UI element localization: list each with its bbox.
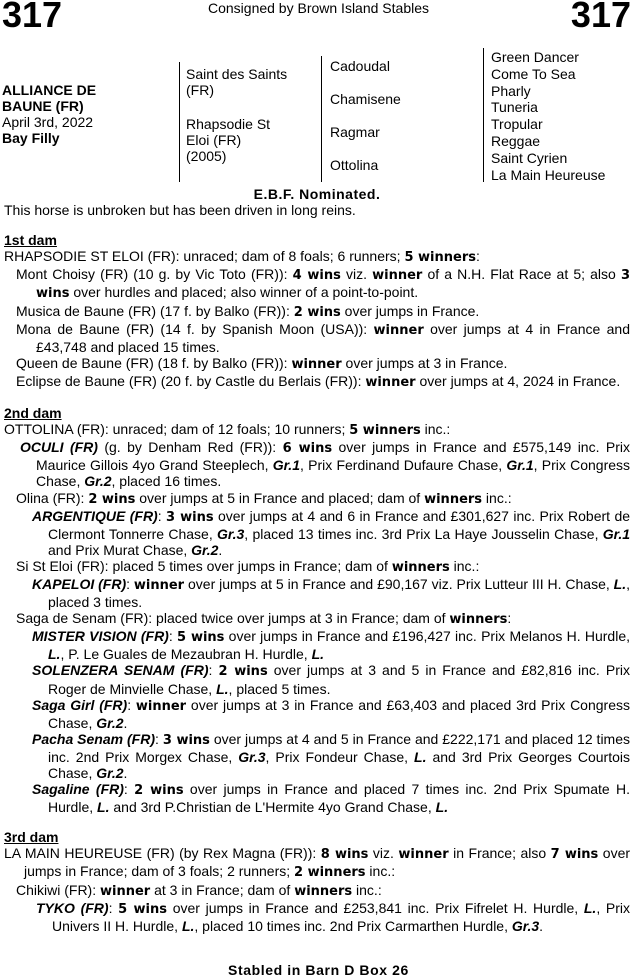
lot-number-right: 317 [570,0,631,35]
runner-solenzera [4,662,630,696]
foaled-date: April 3rd, 2022 [2,114,94,130]
text: Mona de Baune (FR) (14 f. by Spanish Moon (USA)): [16,320,374,337]
bold-text: winner [100,883,151,899]
text: : [157,507,167,524]
text: over jumps at 3 in France. [341,354,508,371]
bold-text: winner [372,268,423,284]
dam-line3: (2005) [186,148,227,164]
text: viz. [368,845,399,862]
text: Queen de Baune (FR) (18 f. by Balko (FR)): [16,354,292,371]
catalogue-body [4,186,630,934]
text: , placed 16 times. [111,473,222,490]
bold-italic-text: Gr.3 [511,917,540,934]
runner-argentique [4,508,630,558]
bold-text: winner [291,356,342,372]
text: . [218,541,223,558]
bold-text: 5 wins [177,630,225,646]
runner-pacha-senam [4,731,630,781]
bold-italic-text: L. [613,575,627,592]
text: , P. Le Guales de Mezaubran H. Hurdle, [60,646,312,663]
text: inc.: [365,863,396,880]
text: over jumps at 4 in France and £43,748 and placed 15 times. [36,320,630,355]
ebf-nominated: E.B.F. Nominated. [253,186,381,202]
runner-oculi [4,439,630,489]
second-dam-heading: 2nd dam [4,405,62,422]
bold-text: 8 wins [320,847,369,863]
bold-text: winner [398,847,449,863]
third-dam-heading: 3rd dam [4,829,59,846]
dam-line2: Eloi (FR) [186,132,242,148]
text: over jumps at 5 in France and placed; dam of [135,489,425,506]
text: over jumps in France and £253,841 inc. Prix Fifrelet H. Hurdle, [167,899,584,916]
first-dam-intro [4,248,630,266]
text: over hurdles and placed; also winner of a point-to-point. [69,284,419,301]
bold-italic-text: L. [216,680,229,697]
lot-number-left: 317 [2,0,63,35]
bold-text: 3 wins [166,509,214,525]
text: Saga de Senam (FR): placed twice over jumps at 3 in France; dam of [16,610,450,627]
bold-text: winners [424,491,483,507]
text: (g. by Denham Red (FR)): [97,439,283,456]
text: inc.: [482,489,512,506]
text: over jumps at 4, 2024 in France. [415,372,621,389]
text: : [127,696,136,713]
text: over jumps in France and £575,149 inc. Prix Maurice Gillois 4yo Grand Steeplech, [36,439,630,474]
text: over jumps at 4 and 5 in France and £222,171 and placed 12 times inc. 2nd Prix Morgex Chase, [48,730,630,765]
consignor: Consigned by Brown Island Stables [207,0,430,16]
runner-saga-girl [4,697,630,731]
pedigree-dam-sire: Ragmar [330,124,380,140]
dam-line1: Rhapsodie St [186,116,271,132]
bold-italic-text: Sagaline (FR) [32,781,124,798]
text: , Prix Univers II H. Hurdle, [52,899,631,934]
pedigree-line-2 [321,56,322,182]
bold-italic-text: SOLENZERA SENAM (FR) [32,662,209,679]
text: OTTOLINA (FR): unraced; dam of 12 foals; 10 runners; [4,421,350,438]
text: over jumps at 3 and 5 in France and £82,816 inc. Prix Roger de Minvielle Chase, [48,662,630,697]
text: over jumps at 4 and 6 in France and £301,627 inc. Prix Robert de Clermont Tonnerre Chase, [48,507,631,542]
text: over jumps in France and £196,427 inc. Prix Melanos H. Hurdle, [224,628,631,645]
bold-italic-text: Gr.2 [191,541,219,558]
bold-text: 2 winners [294,865,366,881]
gen4-item: Come To Sea [491,65,576,82]
text: Olina (FR): [16,489,89,506]
bold-text: 3 wins [36,268,630,302]
text: : [208,662,219,679]
gen4-item: Green Dancer [491,49,579,65]
bold-italic-text: Gr.2 [96,714,124,731]
gen4-item: Reggae [491,132,541,149]
bold-text: 7 wins [550,847,599,863]
bold-text: 5 winners [404,250,476,266]
bold-italic-text: L. [311,646,325,663]
text: LA MAIN HEUREUSE (FR) (by Rex Magna (FR)): [4,845,321,862]
pedigree-sire-dam: Chamisene [330,91,401,107]
bold-italic-text: Gr.1 [272,457,300,474]
bold-italic-text: L. [583,899,597,916]
gen4-item: La Main Heureuse [491,166,606,183]
horse-description: Bay Filly [2,130,60,146]
pedigree-line-1 [179,62,180,182]
bold-text: 5 winners [349,423,421,439]
bold-italic-text: Gr.3 [217,525,245,542]
bold-text: 5 wins [118,901,167,917]
produce-eclipse [4,373,630,391]
text: at 3 in France; dam of [150,881,295,898]
text: : [108,899,119,916]
text: over jumps at 3 in France and £63,403 and placed 3rd Prix Congress Chase, [48,696,630,731]
bold-text: winner [373,322,424,338]
text: Si St Eloi (FR): placed 5 times over jumps in France; dam of [16,557,392,574]
text: . [123,765,128,781]
bold-text: 2 wins [134,783,184,799]
text: : [126,575,134,592]
text: , placed 3 times. [48,575,630,611]
text: inc.: [420,421,451,438]
note: This horse is unbroken but has been driven in long reins. [4,202,356,219]
text: over jumps in France. [340,302,480,319]
bold-italic-text: L. [97,799,110,816]
text: : [123,781,135,798]
bold-text: winner [133,577,185,593]
text: : [475,248,480,265]
pedigree-line-3 [483,48,484,182]
bold-text: winner [365,374,416,390]
bold-italic-text: L. [414,748,427,765]
produce-mont-choisy [4,266,630,302]
horse-name-line1: ALLIANCE DE [2,82,97,98]
bold-italic-text: Gr.1 [506,457,534,474]
text: and Prix Murat Chase, [48,541,192,558]
bold-italic-text: L. [435,799,449,816]
runner-mister-vision [4,628,630,662]
sire-line1: Saint des Saints [186,66,288,82]
runner-kapeloi [4,576,630,610]
bold-italic-text: Gr.1 [602,525,630,542]
text: inc.: [449,557,480,574]
produce-musica [4,303,630,321]
runner-olina [4,490,630,508]
text: . [539,917,544,934]
text: and 3rd P.Christian de L'Hermite 4yo Grand Chase, [109,799,436,816]
gen4-item: Tropular [491,116,543,133]
gen4-item: Tuneria [491,99,538,116]
text: , Prix Congress Chase, [36,457,631,490]
text: over jumps in France and placed 7 times inc. 2nd Prix Spumate H. Hurdle, [48,781,630,816]
text: RHAPSODIE ST ELOI (FR): unraced; dam of 8 foals; 6 runners; [4,248,405,265]
sire-line2: (FR) [186,82,214,98]
pedigree-gen4 [491,49,605,183]
text: , Prix Ferdinand Dufaure Chase, [299,457,507,474]
text: Eclipse de Baune (FR) (20 f. by Castle du Berlais (FR)): [16,372,366,389]
bold-text: winners [449,612,508,628]
runner-sagaline [4,781,630,815]
text: . [123,714,128,731]
gen4-item: Pharly [491,82,531,99]
text: over jumps in France; dam of 3 foals; 2 runners; [24,845,631,880]
runner-tyko [4,900,630,934]
pedigree-sire [186,66,287,98]
text: of a N.H. Flat Race at 5; also [422,266,621,283]
runner-si-st-eloi [4,558,630,576]
horse-info [2,82,96,146]
bold-text: 2 wins [293,304,341,320]
bold-italic-text: L. [181,917,195,934]
text: in France; also [448,845,551,862]
text: inc.: [352,881,382,898]
bold-italic-text: Saga Girl (FR) [32,696,128,713]
text: and 3rd Prix Georges Courtois Chase, [48,748,630,781]
bold-italic-text: Gr.2 [84,473,112,490]
bold-text: 3 wins [162,732,210,748]
third-dam-intro [4,845,630,881]
text: over jumps at 5 in France and £90,167 viz. Prix Lutteur III H. Chase, [184,575,614,592]
text: Mont Choisy (FR) (10 g. by Vic Toto (FR)): [16,266,293,283]
bold-text: 4 wins [292,268,341,284]
text: : [507,610,512,627]
pedigree-dam-dam: Ottolina [330,157,379,173]
produce-mona [4,321,630,355]
produce-queen [4,355,630,373]
second-dam-intro [4,421,630,439]
stabling-info: Stabled in Barn D Box 26 [228,962,409,978]
bold-italic-text: OCULI (FR) [20,439,98,456]
bold-italic-text: Pacha Senam (FR) [32,730,156,747]
gen4-item: Saint Cyrien [491,149,568,166]
bold-italic-text: MISTER VISION (FR) [32,628,169,645]
text: viz. [340,266,373,283]
text: Chikiwi (FR): [16,881,100,898]
bold-italic-text: Gr.2 [96,765,124,781]
text: , Prix Fondeur Chase, [265,748,415,765]
bold-text: winners [294,883,353,899]
runner-saga-de-senam [4,610,630,628]
horse-name-line2: BAUNE (FR) [2,98,84,114]
bold-italic-text: KAPELOI (FR) [32,575,127,592]
bold-text: winner [135,698,187,714]
text: : [168,628,178,645]
bold-text: 2 wins [88,491,136,507]
first-dam-heading: 1st dam [4,232,57,249]
runner-chikiwi [4,882,630,900]
bold-text: winners [391,559,450,575]
bold-text: 2 wins [218,664,268,680]
bold-italic-text: TYKO (FR) [36,899,109,916]
text: , placed 10 times inc. 2nd Prix Carmarthen Hurdle, [194,917,512,934]
text: : [155,730,163,747]
text: , placed 5 times. [228,680,331,697]
bold-italic-text: L. [48,646,61,663]
bold-italic-text: ARGENTIQUE (FR) [32,507,158,524]
bold-italic-text: Gr.3 [238,748,266,765]
text: , placed 13 times inc. 3rd Prix La Haye Jousselin Chase, [244,525,603,542]
pedigree-sire-sire: Cadoudal [330,58,390,74]
pedigree-dam [186,116,270,164]
bold-text: 6 wins [282,441,333,457]
text: Musica de Baune (FR) (17 f. by Balko (FR)): [16,302,294,319]
